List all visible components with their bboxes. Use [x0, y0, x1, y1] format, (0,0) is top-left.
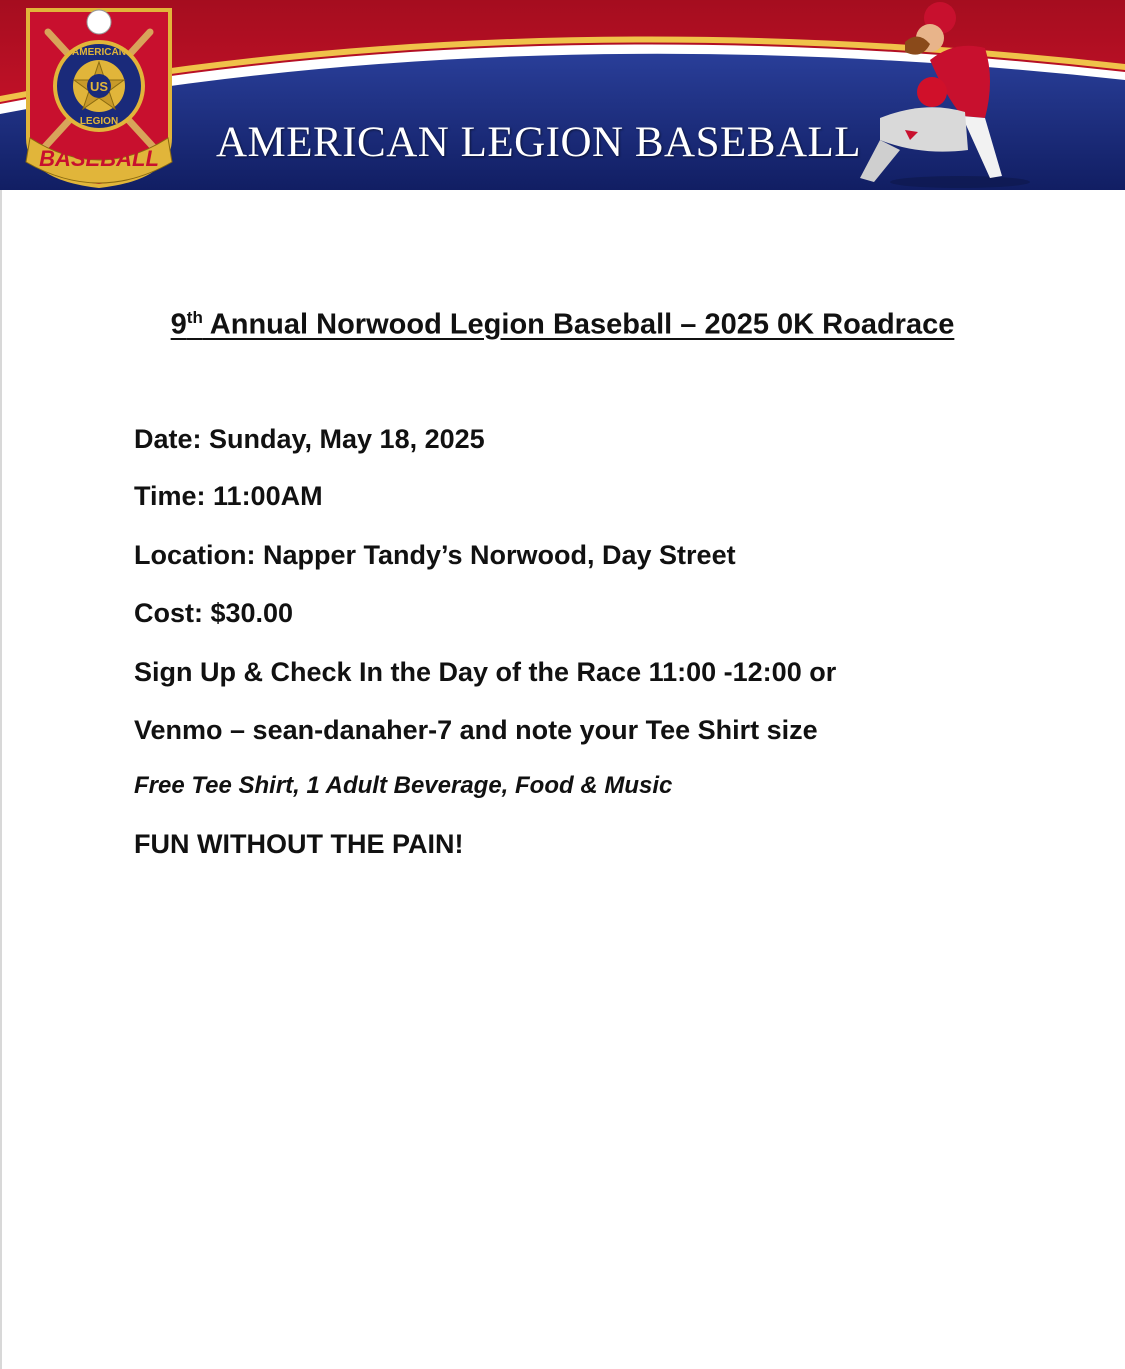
title-ordinal-number: 9	[170, 308, 187, 341]
header-banner	[0, 0, 1125, 190]
svg-text:US: US	[89, 79, 109, 94]
title-ordinal-suffix: th	[186, 308, 203, 327]
event-location: Location: Napper Tandy’s Norwood, Day Street	[134, 540, 736, 570]
event-date: Date: Sunday, May 18, 2025	[134, 424, 485, 454]
flyer-title	[0, 308, 1125, 342]
svg-text:LEGION: LEGION	[79, 116, 119, 127]
tagline: FUN WITHOUT THE PAIN!	[134, 829, 464, 859]
title-text: Annual Norwood Legion Baseball – 2025 0K Roadrace	[202, 308, 955, 341]
svg-text:AMERICAN: AMERICAN	[72, 47, 126, 58]
banner-title: AMERICAN LEGION BASEBALL	[216, 119, 862, 166]
included-perks: Free Tee Shirt, 1 Adult Beverage, Food & Music	[134, 772, 673, 799]
venmo-info: Venmo – sean-danaher-7 and note your Tee Shirt size	[134, 715, 818, 745]
event-time: Time: 11:00AM	[134, 481, 323, 511]
signup-info: Sign Up & Check In the Day of the Race 11:00 -12:00 or	[134, 657, 837, 687]
page-left-border	[0, 190, 2, 1369]
emblem-shield-icon	[26, 10, 172, 186]
event-cost: Cost: $30.00	[134, 598, 294, 628]
svg-text:BASEBALL: BASEBALL	[39, 146, 159, 171]
